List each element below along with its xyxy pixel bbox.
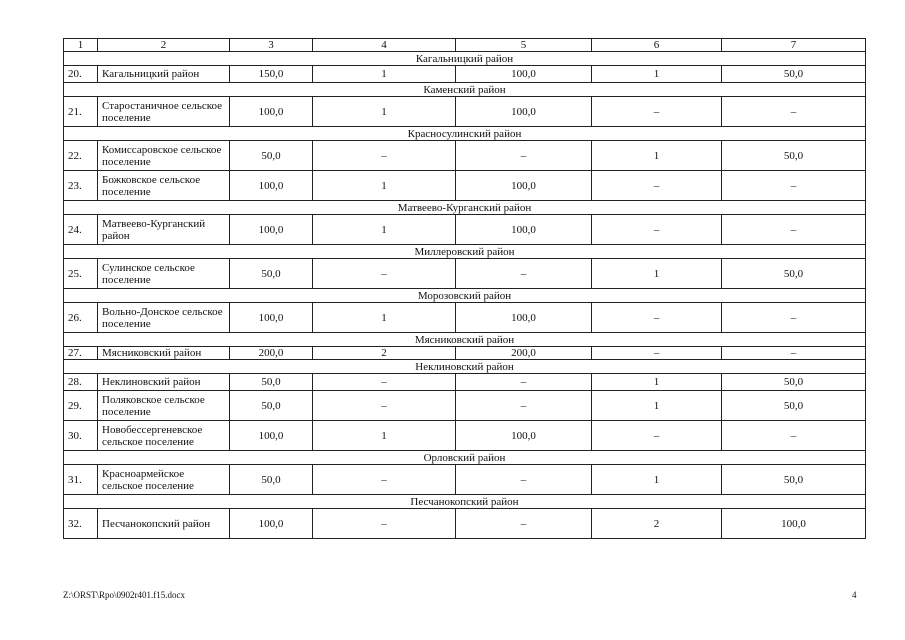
row-name: Неклиновский район [98,374,230,391]
cell-col-5: 100,0 [456,215,592,245]
cell-col-4: – [313,374,456,391]
district-title: Красносулинский район [64,127,866,141]
cell-col-4: – [313,509,456,539]
table-row [64,97,866,127]
district-header-row [64,333,866,347]
cell-col-6: – [592,303,722,333]
cell-col-5: 100,0 [456,421,592,451]
cell-col-4: 1 [313,171,456,201]
cell-col-7: – [722,97,866,127]
table-row [64,303,866,333]
cell-col-7: – [722,347,866,360]
row-name: Старостаничное сельское поселение [98,97,230,127]
row-name: Божковское сельское поселение [98,171,230,201]
cell-col-6: 2 [592,509,722,539]
cell-col-3: 50,0 [230,141,313,171]
cell-col-5: – [456,374,592,391]
table-row [64,141,866,171]
table-row [64,215,866,245]
row-number: 32. [64,509,98,539]
district-title: Морозовский район [64,289,866,303]
cell-col-3: 100,0 [230,215,313,245]
cell-col-4: – [313,141,456,171]
row-number: 23. [64,171,98,201]
cell-col-5: 100,0 [456,66,592,83]
data-table [63,38,866,539]
cell-col-5: 100,0 [456,171,592,201]
cell-col-4: – [313,259,456,289]
cell-col-5: – [456,391,592,421]
cell-col-4: 2 [313,347,456,360]
cell-col-3: 50,0 [230,374,313,391]
cell-col-4: 1 [313,66,456,83]
cell-col-7: 50,0 [722,66,866,83]
row-number: 24. [64,215,98,245]
cell-col-3: 100,0 [230,421,313,451]
row-number: 30. [64,421,98,451]
row-number: 27. [64,347,98,360]
row-number: 22. [64,141,98,171]
cell-col-6: 1 [592,141,722,171]
table-body [64,39,866,539]
cell-col-6: – [592,171,722,201]
cell-col-7: – [722,215,866,245]
cell-col-6: 1 [592,259,722,289]
row-name: Красноармейское сельское поселение [98,465,230,495]
cell-col-6: – [592,215,722,245]
cell-col-5: – [456,141,592,171]
cell-col-4: – [313,391,456,421]
table-row [64,421,866,451]
district-title: Миллеровский район [64,245,866,259]
district-header-row [64,201,866,215]
cell-col-6: 1 [592,374,722,391]
district-header-row [64,52,866,66]
cell-col-6: – [592,347,722,360]
district-header-row [64,360,866,374]
cell-col-7: – [722,171,866,201]
cell-col-6: 1 [592,391,722,421]
table-row [64,509,866,539]
row-name: Сулинское сельское поселение [98,259,230,289]
table-row [64,171,866,201]
cell-col-4: 1 [313,303,456,333]
cell-col-5: 100,0 [456,303,592,333]
table-row [64,374,866,391]
column-number: 5 [456,39,592,52]
cell-col-7: 50,0 [722,391,866,421]
cell-col-7: 50,0 [722,465,866,495]
column-number: 6 [592,39,722,52]
row-name: Песчанокопский район [98,509,230,539]
cell-col-6: 1 [592,465,722,495]
row-number: 25. [64,259,98,289]
cell-col-6: – [592,97,722,127]
cell-col-4: – [313,465,456,495]
row-name: Матвеево-Курганский район [98,215,230,245]
district-header-row [64,245,866,259]
district-title: Песчанокопский район [64,495,866,509]
cell-col-4: 1 [313,421,456,451]
row-number: 20. [64,66,98,83]
district-title: Матвеево-Курганский район [64,201,866,215]
district-title: Каменский район [64,83,866,97]
district-title: Неклиновский район [64,360,866,374]
district-title: Мясниковский район [64,333,866,347]
district-header-row [64,451,866,465]
cell-col-4: 1 [313,97,456,127]
file-path: Z:\ORST\Rpo\0902r401.f15.docx [63,590,185,600]
row-number: 28. [64,374,98,391]
row-number: 29. [64,391,98,421]
cell-col-3: 100,0 [230,171,313,201]
column-number: 1 [64,39,98,52]
row-name: Поляковское сельское поселение [98,391,230,421]
cell-col-6: – [592,421,722,451]
row-name: Комиссаровское сельское поселение [98,141,230,171]
cell-col-5: – [456,509,592,539]
district-title: Кагальницкий район [64,52,866,66]
district-header-row [64,495,866,509]
cell-col-4: 1 [313,215,456,245]
cell-col-3: 50,0 [230,391,313,421]
cell-col-6: 1 [592,66,722,83]
cell-col-5: 100,0 [456,97,592,127]
table-row [64,66,866,83]
cell-col-7: – [722,421,866,451]
row-name: Новобессергеневское сельское поселение [98,421,230,451]
cell-col-3: 100,0 [230,509,313,539]
cell-col-7: – [722,303,866,333]
cell-col-3: 150,0 [230,66,313,83]
cell-col-3: 100,0 [230,303,313,333]
table-row [64,391,866,421]
cell-col-3: 200,0 [230,347,313,360]
cell-col-7: 100,0 [722,509,866,539]
column-number-row [64,39,866,52]
row-number: 31. [64,465,98,495]
table-row [64,259,866,289]
row-name: Вольно-Донское сельское поселение [98,303,230,333]
cell-col-3: 100,0 [230,97,313,127]
district-title: Орловский район [64,451,866,465]
page-number: 4 [852,590,857,600]
row-name: Мясниковский район [98,347,230,360]
cell-col-7: 50,0 [722,141,866,171]
column-number: 4 [313,39,456,52]
table-row [64,465,866,495]
cell-col-3: 50,0 [230,259,313,289]
cell-col-5: 200,0 [456,347,592,360]
cell-col-5: – [456,259,592,289]
cell-col-7: 50,0 [722,374,866,391]
row-number: 21. [64,97,98,127]
row-number: 26. [64,303,98,333]
district-header-row [64,127,866,141]
district-header-row [64,289,866,303]
cell-col-5: – [456,465,592,495]
table-row [64,347,866,360]
column-number: 3 [230,39,313,52]
district-header-row [64,83,866,97]
cell-col-3: 50,0 [230,465,313,495]
column-number: 7 [722,39,866,52]
row-name: Кагальницкий район [98,66,230,83]
cell-col-7: 50,0 [722,259,866,289]
column-number: 2 [98,39,230,52]
